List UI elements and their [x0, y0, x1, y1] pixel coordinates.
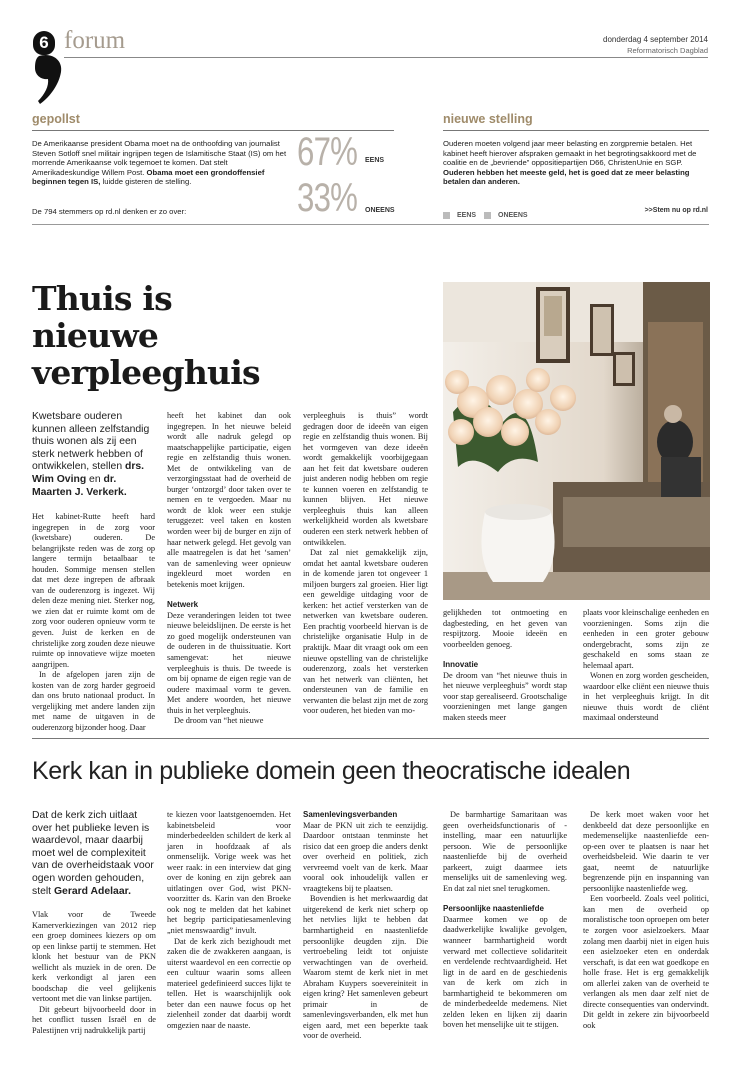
paragraph: gelijkheden tot ontmoeting en dagbesteding, en het geven van respijtzorg. Mooie ideeën en voorbeelden genoeg. [443, 608, 567, 649]
article1-col-5 [583, 608, 709, 721]
paragraph: plaats voor kleinschalige eenheden en voorzieningen. Soms zijn die eenheden in een groter gebouw ondergebracht, soms zijn ze geschakeld en soms staan ze helemaal apart. [583, 608, 709, 670]
vote-disagree-option[interactable] [484, 206, 528, 219]
elderly-living-room-photo [443, 282, 710, 600]
section-name: forum [64, 27, 126, 54]
statement-body: Ouderen moeten volgend jaar meer belasting en zorgpremie betalen. Het kabinet heeft hierover afspraken gemaakt in het begrotingsakkoord met de coalitie en de „bevriende” oppositiepartijen D66, ChristenUnie en SGP. [443, 139, 697, 168]
poll-agree-percent: 67% [297, 130, 358, 174]
article2-lead [32, 810, 154, 898]
article1-author-1: drs. Wim Oving [32, 461, 145, 485]
vote-link[interactable]: >>Stem nu op rd.nl [644, 207, 708, 214]
article1-lead-and: en [86, 473, 104, 485]
article2-author: Gerard Adelaar. [53, 885, 131, 897]
article2-col-4 [443, 810, 567, 1060]
statement-text [443, 139, 708, 187]
paragraph: De droom van “het nieuwe [174, 716, 264, 726]
paragraph: Dat zal niet gemakkelijk zijn, omdat het aantal kwetsbare ouderen in de komende jaren tot ongeveer 1 miljoen burgers zal groeien. Hier ligt een geweldige uitdaging voor de kerken: het actief versterken van de netwerken van kwetsbare ouderen. Een prachtig voorbeeld hiervan is de christelijke organisatie Hulp in de praktijk. Maar dit vraagt ook om een nieuwe opstelling van de christelijke ouderenzorg, zoals het versterken van het netwerk van cliënten, het ondersteunen van de familie en verwanten die belast zijn met de zorg voor ouderen, het bieden van mo- [303, 548, 428, 716]
paragraph: De kerk moet waken voor het denkbeeld dat deze persoonlijke en medemenselijke naastenliefde een-op-een over te plaatsen is naar het overheidsbeleid. Wie daarin te ver gaat, neemt de natuurlijke begrenzende pijn en inspanning van persoonlijke naastenliefde weg. [583, 810, 709, 893]
article1-title: Thuis is nieuwe verpleeghuis [32, 279, 260, 392]
poll-bottom-rule [32, 224, 709, 225]
paragraph: Dat de kerk zich bezighoudt met zaken die de zwakkeren aangaan, is uiterst waardevol en een correctie op een cultuur waarin soms alleen materieel gedefinieerd succes lijkt te tellen. Het is waarschijnlijk ook beter dan een nauwe focus op het zielenheil zonder dat daarbij wordt omgezien naar de naaste. [167, 936, 291, 1030]
statement-heading: nieuwe stelling [443, 112, 533, 126]
article2-col-1 [32, 910, 156, 1060]
paragraph: De barmhartige Samaritaan was geen overheidsfunctionaris of -instelling, maar een natuurlijke persoon. Wie de persoonlijke naastenliefde bij de overheid parkeert, zuigt daarmee iets menselijks uit de samenleving weg. En dat zal niet snel terugkomen. [443, 810, 567, 893]
subheading-persoonlijke-naastenliefde: Persoonlijke naastenliefde [443, 904, 544, 914]
issue-date: donderdag 4 september 2014 [603, 35, 708, 44]
paragraph: te kiezen voor laatstgenoemden. Het kabinetsbeleid voor minderbedeelden schildert de kerk al jaren in hoofdzaak af als onmenselijk. Vorige week was het weer raak: in een interview dat ging over de koning en zijn gebrek aan uitlatingen over God, wist PKN-voorzitter ds. Karin van den Broeke ook nog te melden dat het kabinet het begrip participatiesamenleving „niet menswaardig” invult. [167, 810, 291, 936]
header-rule [64, 57, 708, 58]
subheading-samenlevingsverbanden: Samenlevingsverbanden [303, 810, 398, 819]
poll-text [32, 139, 290, 187]
poll-intro: De Amerikaanse president Obama moet na de onthoofding van journalist Steven Sotloff snel militair ingrijpen tegen de Islamitische Staat (IS) om het morrende Amerikaanse volk tegemoet te komen. Dat stelt Amerikadeskundige Willem Post. [32, 139, 287, 177]
article1-col-4 [443, 608, 567, 721]
paragraph: heeft het kabinet dan ook ingegrepen. In het nieuwe beleid wordt alle nadruk gelegd op maatschappelijke participatie, eigen regie en zelfstandig thuis wonen. Met de ontwikkeling van de verzorgingsstaat had de overheid de burger ‘ontzorgd’ door taken over te nemen en te vergoeden. Maar nu wordt de klok weer een stukje teruggezet: veel taken en kosten worden weer bij de burger en zijn of haar netwerk gelegd. Het gevolg van alle maatregelen is dat het ‘samen’ van de samenleving weer opnieuw ingekleurd moet worden en betekenis moet krijgen. [167, 411, 291, 589]
vote-agree-option[interactable] [443, 206, 477, 219]
paragraph: Daarmee komen we op de daadwerkelijke kwalijke gevolgen, wanneer barmhartigheid wordt verward met collectieve solidariteit en verdelende rechtvaardigheid. Het ligt in de aard en de geschiedenis van de kerk om zich in barmhartigheid te bekommeren om de minderbedeelde medemens. Niet zelden leken en lijken zij daarin boven het menselijke uit te stijgen. [443, 914, 567, 1030]
paragraph: Dit gebeurt bijvoorbeeld door in het conflict tussen Israël en de Palestijnen vrij nadrukkelijk partij [32, 1004, 156, 1036]
paragraph: Een voorbeeld. Zoals veel politici, kan men de overheid op moralistische toon oproepen om beter te zorgen voor asielzoekers. Maar zolang men daarbij niet in eigen huis een asielzoeker eten en onderdak verschaft, is dat een wat goedkope en holle frase. Het is erg gemakkelijk om allerlei zaken van de overheid te verlangen als men daar zelf niet de directe consequenties van ondervindt. Dit geldt in zekere zin bijvoorbeeld ook [583, 894, 709, 1030]
paragraph: Bovendien is het merkwaardig dat uitgerekend de kerk niet scherp op het netvlies lijkt te hebben dat barmhartigheid en naastenliefde persoonlijke deugden zijn. Die vertroebeling leidt tot onjuiste verwachtingen van de overheid. Waarom stemt de kerk niet in met Abraham Kuypers soevereiniteit in eigen kring? Het samenleven gebeurt primair in de samenlevingsverbanden, elk met hun eigen aard, met een beperkte taak voor de overheid. [303, 894, 428, 1041]
poll-disagree-label: ONEENS [365, 207, 395, 214]
article1-author-2: dr. Maarten J. Verkerk. [32, 473, 127, 498]
article1-lead [32, 411, 154, 499]
article2-lead-text: Dat de kerk zich uitlaat over het publieke leven is waardevol, maar daarbij moet wel de complexiteit van de overheidstaak voor ogen worden gehouden, stelt [32, 810, 154, 897]
subheading-netwerk: Netwerk [167, 600, 199, 610]
vote-agree-label: EENS [457, 211, 477, 219]
article2-col-5 [583, 810, 709, 1060]
vote-disagree-label: ONEENS [498, 211, 528, 219]
page-number: 6 [39, 33, 49, 52]
statement-rule [443, 130, 709, 131]
paragraph: Het kabinet-Rutte heeft hard ingegrepen in de zorg voor (kwetsbare) ouderen. De belangrijkste reden was de zorg op langere termijn betaalbaar te houden. Sommige mensen stellen dat met deze ingrepen de afbraak van de ouderenzorg is ingezet. Wij delen deze mening niet. Sterker nog, we zien dat er ruimte komt om de zorg voor ouderen opnieuw vorm te geven. Juist de kerken en de christelijke zorg zouden deze nieuwe ruimte op innovatieve wijze moeten aangrijpen. [32, 512, 155, 669]
article2-col-3 [303, 810, 428, 1060]
checkbox-icon[interactable] [443, 212, 450, 219]
paragraph: verpleeghuis is thuis” wordt gedragen door de ideeën van eigen regie en zelfstandig thuis wonen. Bij het vormgeven van deze ideeën wordt gemakkelijk voorbijgegaan aan het feit dat kwetsbare ouderen juist anderen nodig hebben om regie te kunnen voeren en zelfstandig te kunnen blijven. Het nieuwe verpleeghuis thuis kan alleen werkelijkheid worden als kwetsbare ouderen een sterk netwerk hebben of ontwikkelen. [303, 411, 428, 547]
paragraph: Maar de PKN uit zich te eenzijdig. Daardoor ontstaan tenminste het risico dat een groep die anders denkt over overheid en politiek, zich vervreemd voelt van de kerk. Maar vooral ook inhoudelijk vallen er vraagtekens bij te plaatsen. [303, 820, 428, 893]
paragraph: Deze veranderingen leiden tot twee nieuwe beleidslijnen. De eerste is het zo goed mogelijk ondersteunen van de ouderen in de thuissituatie. Kort samengevat: het nieuwe verpleeghuis is thuis. De tweede is om bij opname de eigen regie van de oudere maximaal vorm te geven. Met andere woorden, het nieuwe thuis in het verpleeghuis. [167, 610, 291, 715]
poll-heading: gepollst [32, 112, 80, 126]
article1-col-3 [303, 411, 428, 721]
checkbox-icon[interactable] [484, 212, 491, 219]
paragraph: Wonen en zorg worden gescheiden, waardoor elke cliënt een nieuwe thuis in het verpleeghuis krijgt. In dit nieuwe thuis wordt de cliënt maximaal ondersteund [583, 671, 709, 723]
comma-mark-icon [33, 54, 63, 106]
article2-col-2 [167, 810, 291, 1060]
poll-disagree-percent: 33% [297, 176, 358, 220]
poll-question-tail: luidde gisteren de stelling. [100, 177, 192, 187]
article1-col-1 [32, 512, 155, 732]
statement-proposition: Ouderen hebben het meeste geld, het is goed dat ze meer belasting betalen dan anderen. [443, 167, 690, 187]
paragraph: Vlak voor de Tweede Kamerverkiezingen van 2012 riep een groep dominees kiezers op om op een linkse partij te stemmen. Het klonk het bestuur van de PKN wellicht als muziek in de oren. De kerk verkondigt al jaren een boodschap die veel gelijkenis vertoont met die van linkse partijen. [32, 910, 156, 1004]
article1-col-2 [167, 411, 291, 726]
poll-question: Obama moet een grondoffensief beginnen tegen IS, [32, 167, 265, 187]
newspaper-name: Reformatorisch Dagblad [627, 46, 708, 55]
paragraph: In de afgelopen jaren zijn de kosten van de zorg harder gegroeid dan ons bruto nationaal product. In vergelijking met andere landen zijn met name de uitgaven in de ouderenzorg bijzonder hoog. Daar [32, 670, 155, 732]
article1-lead-text: Kwetsbare ouderen kunnen alleen zelfstandig thuis wonen als zij een sterk netwerk hebben of ontwikkelen, stellen [32, 411, 150, 473]
poll-voters: De 794 stemmers op rd.nl denken er zo over: [32, 207, 187, 216]
subheading-innovatie: Innovatie [443, 660, 479, 670]
article-divider [32, 738, 709, 739]
poll-agree-label: EENS [365, 157, 385, 164]
article2-title: Kerk kan in publieke domein geen theocratische idealen [32, 757, 631, 785]
paragraph: De droom van “het nieuwe thuis in het nieuwe verpleeghuis” wordt stap voor stap gerealiseerd. Grootschalige voorzieningen met lange gangen maken steeds meer [443, 670, 567, 722]
page-header [0, 0, 738, 110]
